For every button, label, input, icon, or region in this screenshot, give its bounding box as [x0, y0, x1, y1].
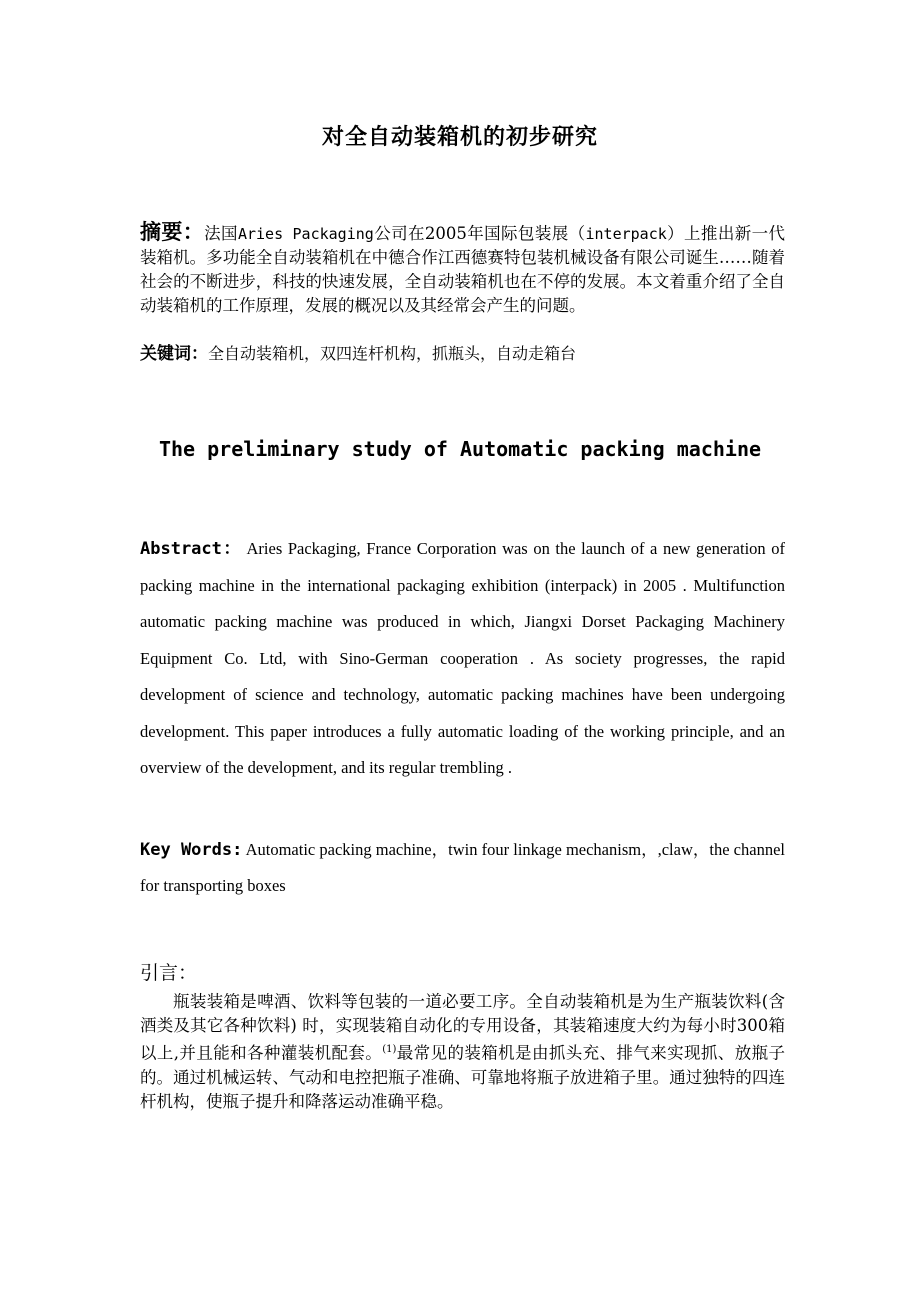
introduction-text-a: 瓶装装箱是啤酒、饮料等包装的一道必要工序。全自动装箱机是为生产瓶装饮料(含酒类及其它各种饮料) 时，实现装箱自动化的专用设备，其装箱速度大约为每小时300箱以上,并且能和各种灌装机配套。: [140, 992, 785, 1063]
chinese-keywords-text: 全自动装箱机，双四连杆机构，抓瓶头，自动走箱台: [208, 344, 577, 363]
chinese-title: 对全自动装箱机的初步研究: [321, 125, 598, 150]
introduction-heading: 引言：: [140, 962, 198, 984]
chinese-abstract: [140, 220, 785, 318]
chinese-keywords-label: 关键词：: [140, 344, 208, 364]
english-abstract: [140, 531, 785, 787]
english-keywords-text: Automatic packing machine，twin four linkage mechanism，,claw，the channel for transporting boxes: [140, 840, 785, 895]
introduction-text-b: 最常见的装箱机是由抓头充、排气来实现抓、放瓶子的。通过机械运转、气动和电控把瓶子准确、可靠地将瓶子放进箱子里。通过独特的四连杆机构，使瓶子提升和降落运动准确平稳。: [140, 1043, 786, 1111]
chinese-abstract-interpack: interpack: [585, 225, 667, 243]
chinese-abstract-label: 摘要：: [140, 220, 205, 244]
english-abstract-label: Abstract：: [140, 539, 242, 559]
english-keywords: [140, 832, 785, 904]
introduction-paragraph: [140, 990, 785, 1114]
chinese-abstract-text-c: ）上推出新一代装箱机。多功能全自动装箱机在中德合作江西德赛特包装机械设备有限公司诞生……随着社会的不断进步，科技的快速发展，全自动装箱机也在不停的发展。本文着重介绍了全自动装箱机的工作原理，发展的概况以及其经常会产生的问题。: [140, 224, 785, 315]
chinese-abstract-text-b: 公司在2005年国际包装展（: [373, 224, 586, 243]
chinese-keywords: [140, 342, 785, 366]
chinese-abstract-company: Aries Packaging: [237, 225, 374, 243]
english-title: The preliminary study of Automatic packing machine: [158, 437, 762, 461]
chinese-abstract-text-a: 法国: [204, 224, 238, 243]
english-abstract-text: Aries Packaging, France Corporation was on the launch of a new generation of packing machine in the international packaging exhibition (interpack) in 2005 . Multifunction automatic packing machine was produced in which, Jiangxi Dorset Packaging Machinery Equipment Co. Ltd, with Sino-German cooperation . As society progresses, the rapid development of science and technology, automatic packing machines have been undergoing development. This paper introduces a fully automatic loading of the working principle, and an overview of the development, and its regular trembling .: [140, 539, 785, 777]
english-keywords-label: Key Words:: [140, 840, 243, 860]
reference-marker: (1): [382, 1044, 397, 1055]
